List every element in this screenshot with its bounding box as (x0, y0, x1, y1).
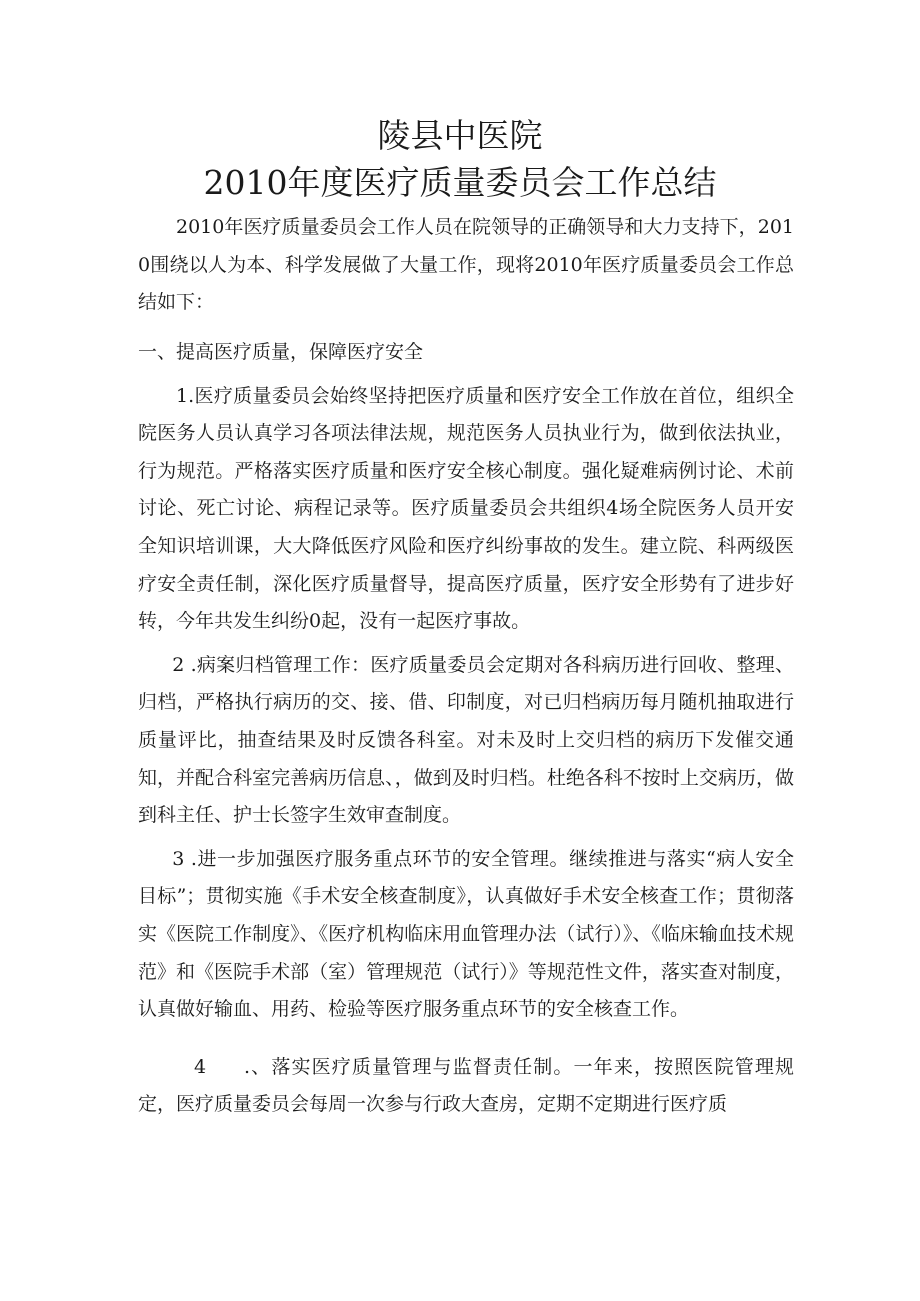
intro-paragraph: 2010年医疗质量委员会工作人员在院领导的正确领导和大力支持下，2010围绕以人为本、科学发展做了大量工作，现将2010年医疗质量委员会工作总结如下： (138, 216, 794, 314)
item-4-text: .、落实医疗质量管理与监督责任制。一年来，按照医院管理规定，医疗质量委员会每周一次参与行政大查房，定期不定期进行医疗质 (138, 1055, 794, 1116)
document-title-hospital: 陵县中医院 (377, 116, 543, 155)
item-1-paragraph: 1.医疗质量委员会始终坚持把医疗质量和医疗安全工作放在首位，组织全院医务人员认真学习各项法律法规，规范医务人员执业行为，做到依法执业，行为规范。严格落实医疗质量和医疗安全核心制度。强化疑难病例讨论、术前讨论、死亡讨论、病程记录等。医疗质量委员会共组织4场全院医务人员开安全知识培训课，大大降低医疗风险和医疗纠纷事故的发生。建立院、科两级医疗安全责任制，深化医疗质量督导，提高医疗质量，医疗安全形势有了进步好转，今年共发生纠纷0起，没有一起医疗事故。 (138, 384, 794, 633)
item-2-paragraph: 2 .病案归档管理工作：医疗质量委员会定期对各科病历进行回收、整理、归档，严格执行病历的交、接、借、印制度，对已归档病历每月随机抽取进行质量评比，抽查结果及时反馈各科室。对未及时上交归档的病历下发催交通知，并配合科室完善病历信息、，做到及时归档。杜绝各科不按时上交病历，做到科主任、护士长签字生效审查制度。 (138, 653, 794, 827)
document-body-intro (138, 209, 794, 322)
section-heading: 一、提高医疗质量，保障医疗安全 (138, 341, 424, 363)
item-4-number: 4 (194, 1055, 207, 1078)
document-title-report: 2010年度医疗质量委员会工作总结 (203, 163, 717, 202)
item-4-paragraph (138, 1049, 794, 1124)
item-3-paragraph: 3 .进一步加强医疗服务重点环节的安全管理。继续推进与落实“病人安全目标”；贯彻实施《手术安全核查制度》，认真做好手术安全核查工作；贯彻落实《医院工作制度》、《医疗机构临床用血管理办法（试行）》、《临床输血技术规范》和《医院手术部（室）管理规范（试行）》等规范性文件，落实查对制度，认真做好输血、用药、检验等医疗服务重点环节的安全核查工作。 (138, 847, 794, 1021)
document-body (138, 334, 794, 1124)
